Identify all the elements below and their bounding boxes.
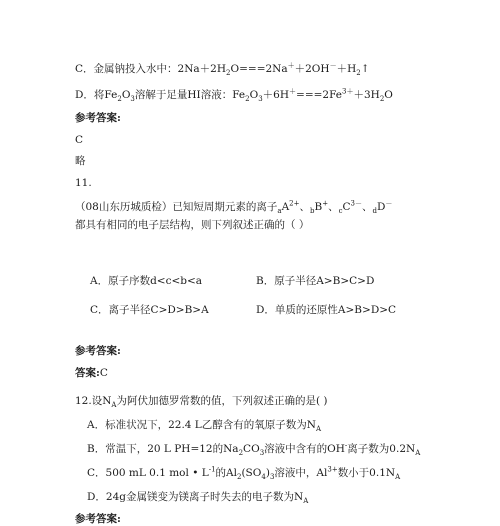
q11-stem-line2: 都具有相同的电子层结构，则下列叙述正确的（ ） <box>75 219 310 231</box>
q11-stem-line1 <box>75 200 392 214</box>
subscript: 2 <box>245 95 250 104</box>
separator: 、 <box>362 201 373 213</box>
q10-option-d-label: D．将Fe <box>75 89 118 101</box>
superscript: － <box>385 199 393 208</box>
q10-answer-heading: 参考答案: <box>75 112 121 124</box>
option-text: CO <box>243 443 260 455</box>
eq-part: O <box>249 89 259 101</box>
subscript: 3 <box>130 95 135 104</box>
q12-stem-text: 为阿伏加德罗常数的值，下列叙述正确的是( ) <box>116 395 328 407</box>
eq-part: 溶解于足量HI溶液：Fe <box>134 89 246 101</box>
q10-option-c <box>75 62 370 76</box>
q12-option-d <box>87 490 308 504</box>
separator: 、 <box>328 201 339 213</box>
subscript: c <box>338 207 343 216</box>
q11-stem-text: （08山东历城质检）已知短周期元素的离子 <box>75 201 278 213</box>
q12-option-c <box>87 466 400 480</box>
subscript: 4 <box>261 473 266 482</box>
eq-part: ＋3H <box>353 89 380 101</box>
option-text: C．500 mL 0.1 mol • L <box>87 467 209 479</box>
subscript: A <box>395 473 401 482</box>
separator: 、 <box>299 201 310 213</box>
eq-part: 2Na＋2H <box>177 63 227 75</box>
q11-option-d: D．单质的还原性A>B>D>C <box>256 304 397 316</box>
ion-symbol: D <box>376 201 386 213</box>
subscript: 2 <box>238 449 244 458</box>
q10-option-d <box>75 88 393 102</box>
answer-label: 答案: <box>75 367 100 379</box>
eq-part: ＋2OH <box>294 63 330 75</box>
option-text: (SO <box>241 467 262 479</box>
q12-option-b <box>87 442 420 456</box>
option-text: 离子数为0.2N <box>347 443 416 455</box>
subscript: 2 <box>117 95 122 104</box>
subscript: A <box>315 425 322 434</box>
ion-symbol: B <box>314 201 323 213</box>
subscript: 3 <box>259 449 265 458</box>
q10-option-c-label: C．金属钠投入水中： <box>75 63 178 75</box>
q12-stem <box>75 394 327 408</box>
ion-symbol: A <box>281 201 290 213</box>
option-text: ) <box>265 467 270 479</box>
q11-number: 11. <box>75 177 92 189</box>
eq-part: O===2Na <box>230 63 288 75</box>
superscript: - <box>344 441 348 450</box>
eq-part: ＋H <box>336 63 357 75</box>
subscript: 2 <box>226 69 231 78</box>
superscript: ＋ <box>289 87 297 96</box>
subscript: 2 <box>356 69 361 78</box>
eq-part: ↑ <box>360 63 370 75</box>
q11-answer <box>75 366 108 380</box>
option-text: 的Al <box>215 467 237 479</box>
option-text: 溶液中含有的OH <box>264 443 345 455</box>
subscript: A <box>303 497 309 506</box>
subscript: a <box>277 207 282 216</box>
option-text: 数小于0.1N <box>337 467 396 479</box>
subscript: d <box>372 207 377 216</box>
q10-answer: C <box>75 134 84 146</box>
q10-note: 略 <box>75 155 86 167</box>
superscript: -1 <box>208 465 216 474</box>
eq-part: ＋6H <box>262 89 290 101</box>
subscript: A <box>415 449 421 458</box>
q12-answer-heading: 参考答案: <box>75 513 121 525</box>
option-text: B．常温下，20 L PH=12的Na <box>87 443 239 455</box>
answer-value: C <box>99 367 108 379</box>
subscript: b <box>309 207 315 216</box>
q12-option-a <box>87 418 321 432</box>
eq-part: O <box>121 89 131 101</box>
q11-option-c: C．离子半径C>D>B>A <box>90 304 209 316</box>
superscript: + <box>322 199 329 208</box>
q11-option-a: A．原子序数d<c<b<a <box>90 275 203 287</box>
subscript: 2 <box>236 473 242 482</box>
subscript: A <box>111 401 117 410</box>
eq-part: O <box>384 89 393 101</box>
superscript: － <box>329 61 337 70</box>
q12-stem-text: 设N <box>91 395 112 407</box>
eq-part: ===2Fe <box>296 89 343 101</box>
subscript: 3 <box>269 473 275 482</box>
superscript: 3－ <box>350 199 362 208</box>
option-text: 溶液中，Al <box>274 467 328 479</box>
superscript: ＋ <box>287 61 295 70</box>
q11-answer-heading: 参考答案: <box>75 345 121 357</box>
superscript: 3＋ <box>342 87 354 96</box>
q12-number: 12. <box>75 395 92 407</box>
subscript: 2 <box>379 95 385 104</box>
superscript: 3+ <box>327 465 338 474</box>
subscript: 3 <box>258 95 263 104</box>
superscript: 2+ <box>289 199 300 208</box>
ion-symbol: C <box>342 201 351 213</box>
q11-option-b: B．原子半径A>B>C>D <box>256 275 375 287</box>
option-text: D．24g金属镁变为镁离子时失去的电子数为N <box>87 491 304 503</box>
option-text: A．标准状况下，22.4 L乙醇含有的氧原子数为N <box>87 419 316 431</box>
